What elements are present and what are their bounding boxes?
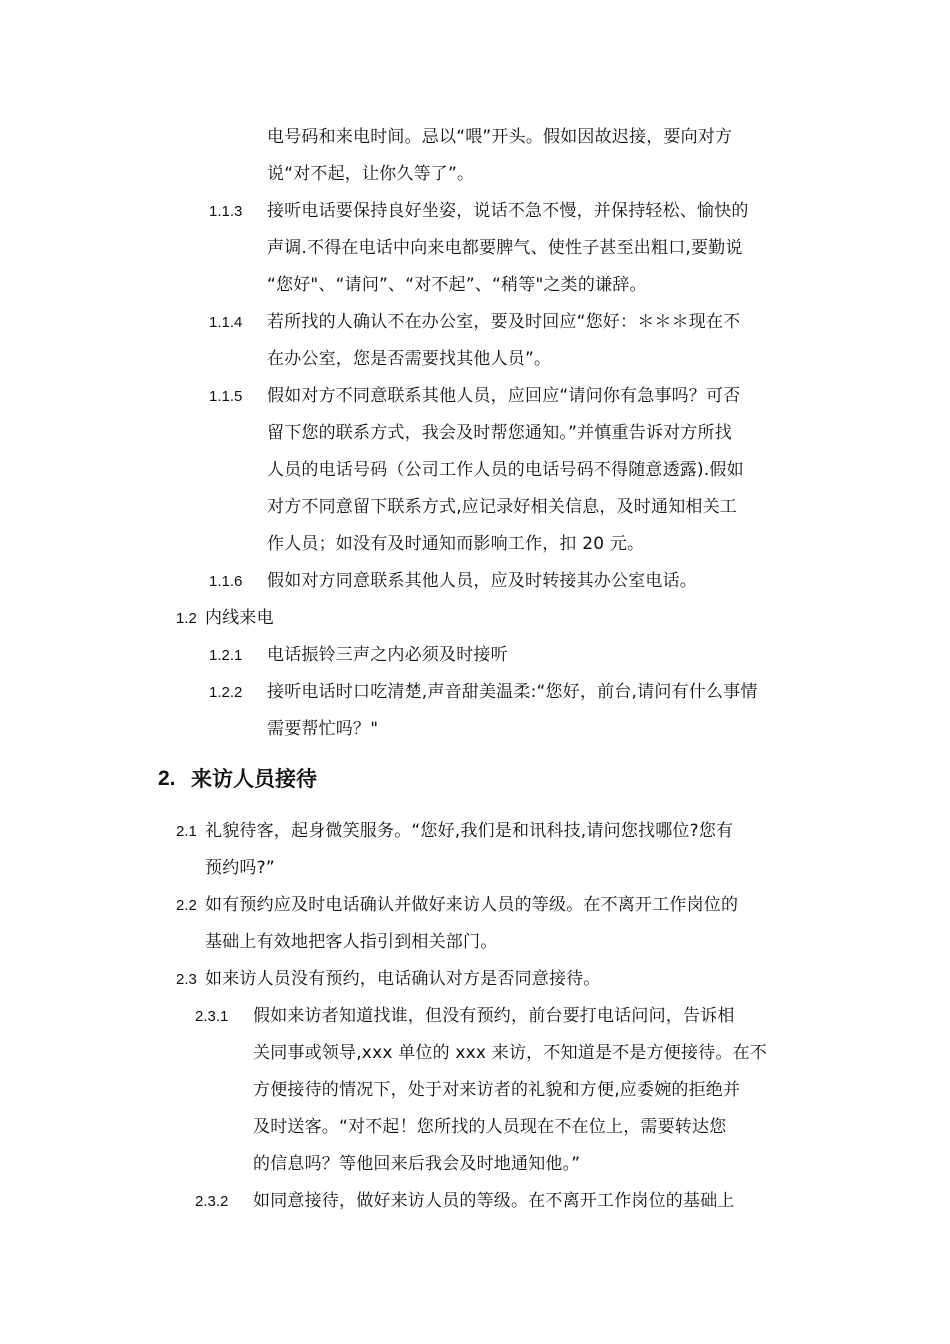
- paragraph-line: 作人员；如没有及时通知而影响工作，扣 20 元。: [267, 534, 645, 554]
- paragraph-line: 对方不同意留下联系方式,应记录好相关信息，及时通知相关工: [267, 497, 738, 517]
- section-number: 1.2: [176, 610, 197, 627]
- paragraph-line: 电号码和来电时间。忌以“喂”开头。假如因故迟接，要向对方: [267, 127, 733, 147]
- section-number: 2.2: [176, 897, 197, 914]
- item-number: 1.2.1: [209, 647, 243, 664]
- paragraph-line: 声调.不得在电话中向来电都要脾气、使性子甚至出粗口,要勤说: [267, 238, 743, 258]
- item-number: 1.1.5: [209, 388, 243, 405]
- item-number: 1.1.4: [209, 314, 243, 331]
- paragraph-line: 若所找的人确认不在办公室，要及时回应“您好：＊＊＊现在不: [267, 312, 741, 332]
- heading-title: 来访人员接待: [191, 767, 317, 791]
- paragraph-line: 及时送客。“对不起！您所找的人员现在不在位上，需要转达您: [253, 1117, 727, 1137]
- item-number: 2.3.1: [195, 1008, 229, 1025]
- paragraph-line: 方便接待的情况下，处于对来访者的礼貌和方便,应委婉的拒绝并: [253, 1080, 741, 1100]
- paragraph-line: 需要帮忙吗？": [267, 719, 379, 739]
- paragraph-line: 说“对不起，让你久等了”。: [267, 164, 475, 184]
- paragraph-line: 礼貌待客，起身微笑服务。“您好,我们是和讯科技,请问您找哪位?您有: [205, 821, 734, 841]
- section-title: 内线来电: [205, 608, 274, 628]
- item-number: 1.2.2: [209, 684, 243, 701]
- paragraph-line: “您好"、“请问”、“对不起”、“稍等"之类的谦辞。: [267, 275, 647, 295]
- section-number: 2.1: [176, 823, 197, 840]
- paragraph-line: 在办公室，您是否需要找其他人员”。: [267, 349, 552, 369]
- paragraph-line: 假如对方同意联系其他人员，应及时转接其办公室电话。: [267, 571, 697, 591]
- paragraph-line: 人员的电话号码（公司工作人员的电话号码不得随意透露).假如: [267, 460, 744, 480]
- paragraph-line: 基础上有效地把客人指引到相关部门。: [205, 932, 498, 952]
- paragraph-line: 如有预约应及时电话确认并做好来访人员的等级。在不离开工作岗位的: [205, 895, 739, 915]
- item-number: 2.3.2: [195, 1193, 229, 1210]
- paragraph-line: 预约吗?”: [205, 858, 275, 878]
- paragraph-line: 留下您的联系方式，我会及时帮您通知。”并慎重告诉对方所找: [267, 423, 732, 443]
- paragraph-line: 关同事或领导,xxx 单位的 xxx 来访，不知道是不是方便接待。在不: [253, 1043, 767, 1063]
- paragraph-line: 接听电话要保持良好坐姿，说话不急不慢，并保持轻松、愉快的: [267, 201, 749, 221]
- paragraph-line: 如同意接待，做好来访人员的等级。在不离开工作岗位的基础上: [253, 1191, 735, 1211]
- section-number: 2.3: [176, 971, 197, 988]
- item-number: 1.1.6: [209, 573, 243, 590]
- paragraph-line: 电话振铃三声之内必须及时接听: [267, 645, 508, 665]
- paragraph-line: 接听电话时口吃清楚,声音甜美温柔:“您好，前台,请问有什么事情: [267, 682, 758, 702]
- paragraph-line: 的信息吗？等他回来后我会及时地通知他。”: [253, 1154, 581, 1174]
- heading-number: 2.: [158, 767, 176, 790]
- paragraph-line: 假如来访者知道找谁，但没有预约，前台要打电话问问，告诉相: [253, 1006, 735, 1026]
- item-number: 1.1.3: [209, 203, 243, 220]
- paragraph-line: 如来访人员没有预约，电话确认对方是否同意接待。: [205, 969, 601, 989]
- paragraph-line: 假如对方不同意联系其他人员，应回应“请问你有急事吗？可否: [267, 386, 741, 406]
